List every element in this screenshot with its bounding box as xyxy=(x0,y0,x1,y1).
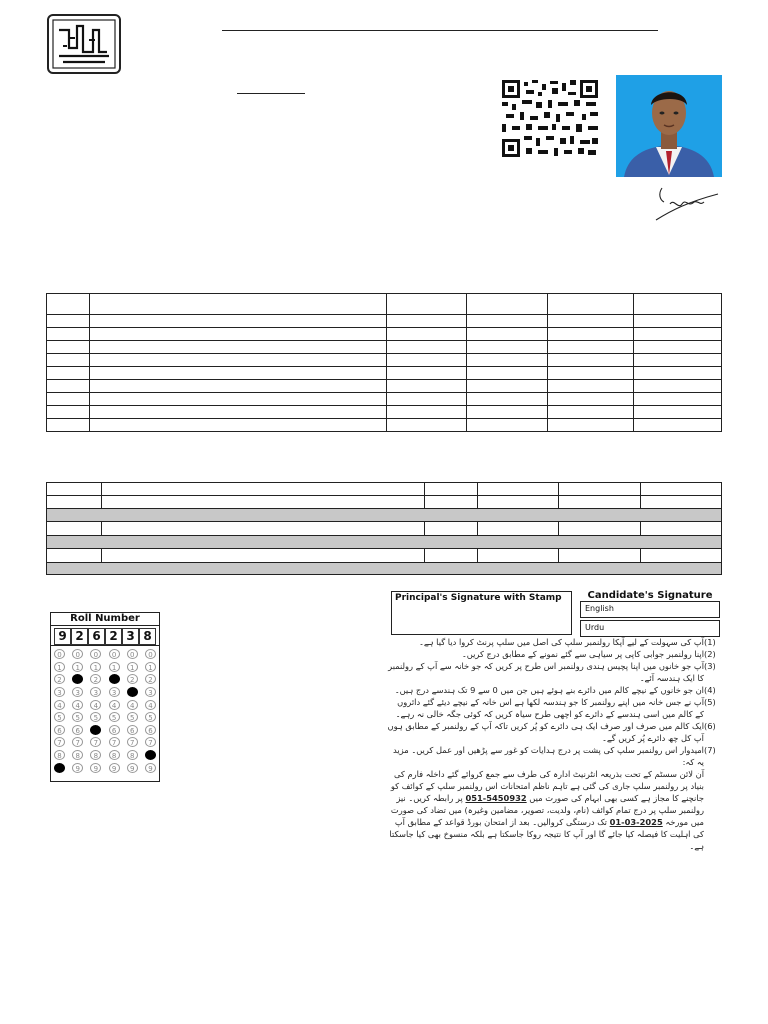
omr-bubble: 1 xyxy=(127,662,138,672)
table-header-row xyxy=(47,294,722,315)
header-rule xyxy=(222,30,658,31)
omr-bubble: 5 xyxy=(145,712,156,722)
omr-bubble: 5 xyxy=(109,712,120,722)
omr-bubble: 7 xyxy=(127,737,138,747)
instruction-number: (3) xyxy=(704,661,716,671)
bubble-row xyxy=(54,711,156,724)
table-row xyxy=(47,419,722,432)
omr-bubble: 9 xyxy=(90,763,101,773)
candidate-photo xyxy=(616,75,722,177)
omr-bubble: 6 xyxy=(109,725,120,735)
notice-text: آن لائن سسٹم کے تحت بذریعہ انٹرنیٹ ادارہ کی طرف سے جمع کروائے گئے داخلہ فارم کی بنیاد پر رولنمبر سلپ جاری کی گئی ہے تاہم ناظم امتحانات اس رولنمبر سلپ کے کوائف کو جانچنے کا مجاز ہے کسی بھی ابہام کی صورت میں xyxy=(390,769,704,803)
deadline-date: 01-03-2025 xyxy=(609,817,663,827)
bubble-row xyxy=(54,761,156,774)
instruction-item xyxy=(378,648,730,660)
omr-bubble: 7 xyxy=(109,737,120,747)
instruction-text: آپ کی سہولت کے لیے آپکا رولنمبر سلپ کی اصل میں سلپ پرنٹ کروا دیا گیا ہے۔ xyxy=(418,637,704,647)
title-underline xyxy=(237,93,305,94)
omr-bubble: 4 xyxy=(54,700,65,710)
instruction-number: (5) xyxy=(704,697,716,707)
omr-bubble: 8 xyxy=(54,750,65,760)
omr-bubble: 3 xyxy=(90,687,101,697)
roll-digit: 9 xyxy=(54,628,71,645)
omr-bubble: 9 xyxy=(72,763,83,773)
bubble-row xyxy=(54,724,156,737)
instruction-item xyxy=(378,696,730,720)
omr-bubble: 2 xyxy=(90,674,101,684)
instruction-item xyxy=(378,720,730,744)
instruction-text: آپ نے جس خانہ میں اپنے رولنمبر کا جو ہندسہ لکھا ہے اس خانہ کے نیچے دیئے گئے دائروں کے کالم میں اسی ہندسے کے دائرے کو اچھی طرح سیاہ کریں کہ کوئی جگہ خالی نہ رہے۔ xyxy=(395,697,704,719)
omr-bubble: 4 xyxy=(109,700,120,710)
table-row xyxy=(47,341,722,354)
filled-bubble: 6 xyxy=(90,725,101,735)
omr-bubble: 6 xyxy=(127,725,138,735)
notice-text: تک درستگی کروالیں۔ بعد از امتحان بورڈ قواعد کے مطابق آپ کی اہلیت کا فیصلہ کیا جائے گا اور آپ کا نتیجہ روکا جاسکتا ہے بلکہ منسوخ بھی کیا جاسکتا ہے۔ xyxy=(389,817,704,851)
principal-signature-box xyxy=(391,591,572,635)
instruction-text: آپ جو خانوں میں اپنا پچیس ہندی رولنمبر اس طرح پر کریں کہ جو خانہ سے آپ کے رولنمبر کا ایک ہندسہ آئے۔ xyxy=(388,661,704,683)
omr-bubble: 0 xyxy=(54,649,65,659)
omr-bubble: 4 xyxy=(127,700,138,710)
table-row xyxy=(47,380,722,393)
filled-bubble: 9 xyxy=(54,763,65,773)
omr-bubble: 0 xyxy=(90,649,101,659)
instruction-item xyxy=(378,684,730,696)
instructions-list xyxy=(378,636,730,852)
bubble-row xyxy=(54,749,156,762)
roll-digit: 2 xyxy=(105,628,122,645)
schedule-header-row xyxy=(47,483,722,496)
schedule-separator xyxy=(47,536,722,549)
omr-bubble: 7 xyxy=(145,737,156,747)
table-row xyxy=(47,367,722,380)
table-row xyxy=(47,406,722,419)
omr-bubble: 9 xyxy=(127,763,138,773)
schedule-row xyxy=(47,549,722,563)
omr-bubble: 5 xyxy=(54,712,65,722)
omr-bubble: 7 xyxy=(72,737,83,747)
omr-bubble: 1 xyxy=(90,662,101,672)
omr-bubble: 1 xyxy=(109,662,120,672)
omr-bubble: 4 xyxy=(72,700,83,710)
omr-bubble: 1 xyxy=(145,662,156,672)
schedule-row xyxy=(47,522,722,536)
bubble-row xyxy=(54,686,156,699)
omr-bubble: 6 xyxy=(72,725,83,735)
candidate-signature-image xyxy=(648,180,720,222)
omr-bubble: 8 xyxy=(127,750,138,760)
omr-bubble: 2 xyxy=(127,674,138,684)
instruction-item xyxy=(378,660,730,684)
instruction-number: (7) xyxy=(704,745,716,755)
english-label: English xyxy=(585,604,614,613)
roll-digit: 3 xyxy=(122,628,139,645)
instruction-number: (6) xyxy=(704,721,716,731)
instruction-item xyxy=(378,744,730,768)
roll-number-box xyxy=(50,612,160,782)
schedule-separator xyxy=(47,563,722,575)
omr-bubble: 8 xyxy=(72,750,83,760)
bubble-row xyxy=(54,673,156,686)
notice-text: پر رابطہ کریں۔ نیز رولنمبر سلپ پر درج تمام کوائف (نام، ولدیت، تصویر، مضامین وغیرہ) میں تضاد کی صورت میں مورخہ xyxy=(390,793,704,827)
instruction-number: (1) xyxy=(704,637,716,647)
filled-bubble: 2 xyxy=(72,674,83,684)
omr-bubble: 1 xyxy=(54,662,65,672)
bubble-row xyxy=(54,698,156,711)
table-row xyxy=(47,315,722,328)
omr-bubble: 0 xyxy=(127,649,138,659)
board-logo xyxy=(47,14,121,74)
omr-bubble: 5 xyxy=(127,712,138,722)
instruction-text: اپنا رولنمبر جوابی کاپی پر سیاہی سے گئے نمونے کے مطابق درج کریں۔ xyxy=(461,649,704,659)
notice-paragraph xyxy=(378,768,730,852)
omr-bubble: 5 xyxy=(90,712,101,722)
omr-bubble: 0 xyxy=(72,649,83,659)
urdu-signature-field xyxy=(580,620,720,637)
instruction-text: ایک کالم میں صرف اور صرف ایک ہی دائرے کو پُر کریں تاکہ آپ کے رولنمبر کے مطابق ہوں آپ کل چھ دائرے پُر کریں گے۔ xyxy=(387,721,704,743)
roll-digits xyxy=(51,626,159,646)
urdu-label: Urdu xyxy=(585,623,605,632)
omr-bubble: 2 xyxy=(145,674,156,684)
omr-bubble: 0 xyxy=(145,649,156,659)
roll-digit: 8 xyxy=(139,628,156,645)
filled-bubble: 2 xyxy=(109,674,120,684)
omr-bubble: 6 xyxy=(54,725,65,735)
filled-bubble: 8 xyxy=(145,750,156,760)
omr-bubble: 7 xyxy=(54,737,65,747)
roll-number-title: Roll Number xyxy=(51,613,159,626)
omr-bubble: 4 xyxy=(90,700,101,710)
omr-bubble: 3 xyxy=(54,687,65,697)
principal-signature-label: Principal's Signature with Stamp xyxy=(395,593,562,603)
omr-bubble: 2 xyxy=(54,674,65,684)
omr-bubble: 4 xyxy=(145,700,156,710)
instruction-text: امیدوار اس رولنمبر سلپ کی پشت پر درج ہدایات کو غور سے پڑھیں اور عمل کریں۔ مزید یہ کہ: xyxy=(393,745,704,767)
roll-digit: 2 xyxy=(71,628,88,645)
candidate-signature-title: Candidate's Signature xyxy=(587,590,713,601)
omr-bubble: 1 xyxy=(72,662,83,672)
english-signature-field xyxy=(580,601,720,618)
omr-bubble-grid xyxy=(51,646,159,776)
omr-bubble: 3 xyxy=(109,687,120,697)
omr-bubble: 5 xyxy=(72,712,83,722)
omr-bubble: 3 xyxy=(72,687,83,697)
roll-digit: 6 xyxy=(88,628,105,645)
instruction-text: ان جو خانوں کے نیچے کالم میں دائرے بنے ہوئے ہیں جن میں 0 سے 9 تک ہندسے درج ہیں۔ xyxy=(394,685,704,695)
instruction-number: (4) xyxy=(704,685,716,695)
table-row xyxy=(47,328,722,341)
subjects-table xyxy=(46,293,722,432)
omr-bubble: 0 xyxy=(109,649,120,659)
bubble-row xyxy=(54,736,156,749)
bubble-row xyxy=(54,661,156,674)
schedule-row xyxy=(47,496,722,509)
schedule-table xyxy=(46,482,722,575)
omr-bubble: 9 xyxy=(145,763,156,773)
table-row xyxy=(47,393,722,406)
schedule-separator xyxy=(47,509,722,522)
bubble-row xyxy=(54,648,156,661)
qr-code xyxy=(502,80,598,157)
instruction-number: (2) xyxy=(704,649,716,659)
omr-bubble: 9 xyxy=(109,763,120,773)
omr-bubble: 8 xyxy=(109,750,120,760)
instruction-item xyxy=(378,636,730,648)
omr-bubble: 6 xyxy=(145,725,156,735)
table-row xyxy=(47,354,722,367)
filled-bubble: 3 xyxy=(127,687,138,697)
omr-bubble: 3 xyxy=(145,687,156,697)
omr-bubble: 7 xyxy=(90,737,101,747)
helpline-number: 051-5450932 xyxy=(465,793,527,803)
omr-bubble: 8 xyxy=(90,750,101,760)
